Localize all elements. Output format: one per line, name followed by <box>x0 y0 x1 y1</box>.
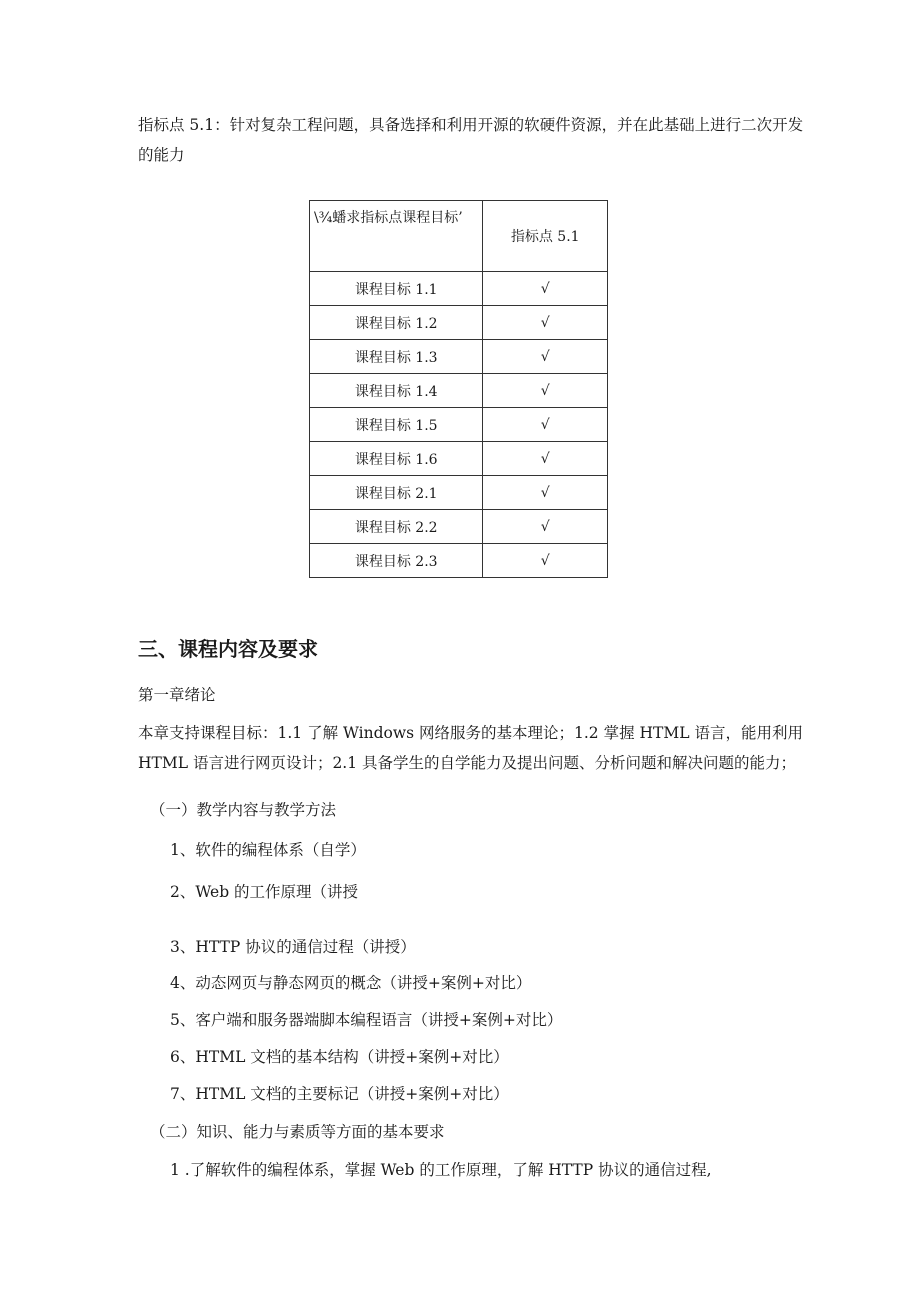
chapter-title: 第一章绪论 <box>138 686 216 704</box>
content-item: 3、HTTP 协议的通信过程（讲授） <box>170 938 416 956</box>
table-indicator-header: 指标点 5.1 <box>483 201 608 272</box>
check-mark-cell: √ <box>483 272 608 306</box>
table-row <box>310 272 608 306</box>
section-heading: 三、课程内容及要求 <box>138 637 318 661</box>
content-item: 1、软件的编程体系（自学） <box>170 841 366 859</box>
table-row <box>310 408 608 442</box>
check-mark-cell: √ <box>483 544 608 578</box>
table-diagonal-header: \¾蟠求指标点课程目标’ <box>310 201 483 272</box>
course-goal-cell: 课程目标 1.3 <box>310 340 483 374</box>
table-row <box>310 476 608 510</box>
content-item: 2、Web 的工作原理（讲授 <box>170 883 359 901</box>
course-goal-cell: 课程目标 1.2 <box>310 306 483 340</box>
requirement-item: 1 .了解软件的编程体系，掌握 Web 的工作原理，了解 HTTP 协议的通信过程, <box>170 1161 712 1179</box>
content-item: 4、动态网页与静态网页的概念（讲授+案例+对比） <box>170 974 532 992</box>
course-goal-cell: 课程目标 1.5 <box>310 408 483 442</box>
table-row <box>310 544 608 578</box>
content-item: 6、HTML 文档的基本结构（讲授+案例+对比） <box>170 1048 509 1066</box>
course-goal-cell: 课程目标 2.3 <box>310 544 483 578</box>
check-mark-cell: √ <box>483 340 608 374</box>
table-row <box>310 442 608 476</box>
check-mark-cell: √ <box>483 374 608 408</box>
subsection-requirements: （二）知识、能力与素质等方面的基本要求 <box>150 1123 445 1141</box>
check-mark-cell: √ <box>483 510 608 544</box>
course-goal-cell: 课程目标 2.2 <box>310 510 483 544</box>
content-item: 5、客户端和服务器端脚本编程语言（讲授+案例+对比） <box>170 1011 563 1029</box>
course-goal-cell: 课程目标 2.1 <box>310 476 483 510</box>
table-row <box>310 510 608 544</box>
table-row <box>310 340 608 374</box>
content-item: 7、HTML 文档的主要标记（讲授+案例+对比） <box>170 1085 509 1103</box>
chapter-support-paragraph: 本章支持课程目标：1.1 了解 Windows 网络服务的基本理论；1.2 掌握 HTML 语言，能用利用 HTML 语言进行网页设计；2.1 具备学生的自学能力及提出问题、分析问题和解决问题的能力； <box>138 724 803 772</box>
course-goal-cell: 课程目标 1.6 <box>310 442 483 476</box>
indicator-paragraph: 指标点 5.1：针对复杂工程问题，具备选择和利用开源的软硬件资源，并在此基础上进行二次开发的能力 <box>138 116 804 164</box>
table-row <box>310 306 608 340</box>
check-mark-cell: √ <box>483 442 608 476</box>
check-mark-cell: √ <box>483 476 608 510</box>
subsection-teaching-methods: （一）教学内容与教学方法 <box>150 801 337 819</box>
course-goal-cell: 课程目标 1.1 <box>310 272 483 306</box>
check-mark-cell: √ <box>483 306 608 340</box>
check-mark-cell: √ <box>483 408 608 442</box>
indicator-matrix-table <box>309 200 608 578</box>
table-row <box>310 374 608 408</box>
course-goal-cell: 课程目标 1.4 <box>310 374 483 408</box>
